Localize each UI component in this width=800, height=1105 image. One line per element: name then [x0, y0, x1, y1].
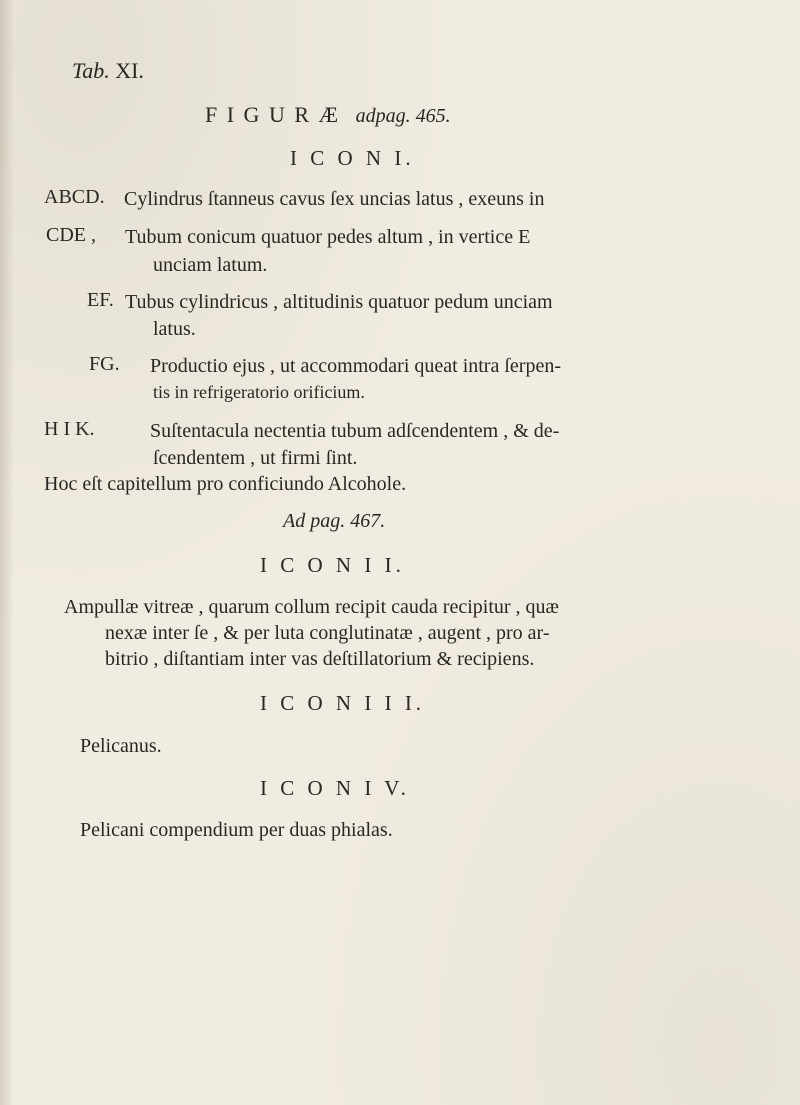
icon2-text-line: nexæ inter ſe , & per luta conglutinatæ , augent , pro ar-: [105, 622, 550, 644]
icon1-entry-text: Productio ejus , ut accommodari queat intra ſerpen-: [150, 355, 561, 377]
icon1-entry-label: CDE ,: [46, 224, 96, 246]
icon4-text: Pelicani compendium per duas phialas.: [80, 819, 393, 841]
icon3-text: Pelicanus.: [80, 735, 162, 757]
icon4-title: I C O N I V.: [260, 776, 410, 800]
icon1-entry-text: Cylindrus ſtanneus cavus ſex uncias latus , exeuns in: [124, 188, 545, 210]
icon1-entry-text: Suſtentacula nectentia tubum adſcendentem , & de-: [150, 420, 560, 442]
icon1-entry-label: H I K.: [44, 418, 95, 440]
icon2-text-line: Ampullæ vitreæ , quarum collum recipit cauda recipitur , quæ: [64, 596, 559, 618]
icon2-title: I C O N I I.: [260, 553, 405, 577]
icon1-entry-text: ſcendentem , ut firmi ſint.: [153, 447, 358, 469]
icon1-entry-text: unciam latum.: [153, 254, 268, 276]
plate-label-prefix: Tab.: [72, 58, 110, 83]
icon1-entry-text: latus.: [153, 318, 196, 340]
plate-label: [72, 58, 144, 84]
icon1-entry-label: ABCD.: [44, 186, 105, 208]
icon1-title: I C O N I.: [290, 146, 415, 170]
page-edge-shadow: [0, 0, 14, 1105]
figure-heading: [205, 102, 451, 128]
icon1-entry-text: Tubus cylindricus , altitudinis quatuor pedum unciam: [125, 291, 553, 313]
icon1-entry-text: tis in refrigeratorio orificium.: [153, 382, 365, 402]
icon1-entry-label: EF.: [87, 289, 114, 311]
icon2-text-line: bitrio , diſtantiam inter vas deſtillatorium & recipiens.: [105, 648, 535, 670]
icon2-page-ref: Ad pag. 467.: [283, 510, 386, 532]
figure-heading-text: F I G U R Æ: [205, 102, 341, 127]
icon1-entry-text: Tubum conicum quatuor pedes altum , in vertice E: [125, 226, 531, 248]
icon1-closing-line: Hoc eſt capitellum pro conficiundo Alcohole.: [44, 473, 407, 495]
icon3-title: I C O N I I I.: [260, 691, 426, 715]
plate-number: XI.: [115, 58, 144, 83]
icon1-entry-label: FG.: [89, 353, 120, 375]
figure-page-ref: adpag. 465.: [355, 105, 451, 127]
